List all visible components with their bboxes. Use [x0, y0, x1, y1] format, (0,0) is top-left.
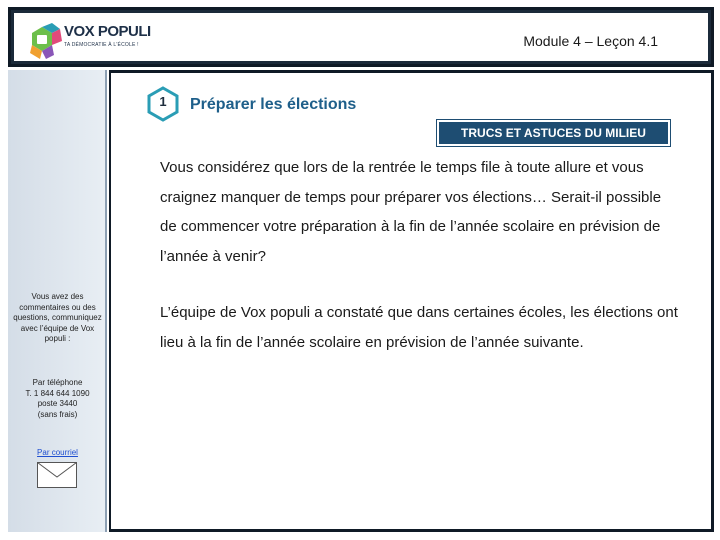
logo-text: VOX POPULI: [64, 23, 151, 40]
contact-sidebar: [8, 70, 107, 532]
email-link[interactable]: Par courriel: [37, 448, 78, 457]
logo-tagline: TA DÉMOCRATIE À L'ÉCOLE !: [64, 42, 139, 48]
contact-text: Vous avez des commentaires ou des questions, communiquez avec l’équipe de Vox populi :: [13, 292, 102, 343]
phone-label: Par téléphone: [32, 378, 83, 387]
phone-info: [12, 378, 103, 420]
envelope-icon[interactable]: [37, 462, 77, 488]
tips-badge: TRUCS ET ASTUCES DU MILIEU: [437, 120, 670, 146]
paragraph-observation: L’équipe de Vox populi a constaté que dans certaines écoles, les élections ont lieu à la fin de l’année scolaire en prévision de l’année suivante.: [160, 304, 678, 351]
header-inner: [14, 13, 708, 61]
phone-note: (sans frais): [37, 409, 78, 419]
module-title: Module 4 – Leçon 4.1: [523, 33, 658, 49]
phone-extension: poste 3440: [37, 399, 78, 408]
lesson-number: 1: [159, 94, 167, 109]
paragraph-intro: Vous considérez que lors de la rentrée le temps file à toute allure et vous craignez manquer de temps pour préparer vos élections… Serait-il possible de commencer votre préparation à la fin de l’année scolaire en prévision de l’année à venir?: [160, 159, 662, 265]
lesson-title: Préparer les élections: [190, 96, 357, 113]
header-bar: [8, 7, 714, 67]
phone-number: T. 1 844 644 1090: [25, 388, 90, 398]
content-panel: [109, 70, 714, 532]
